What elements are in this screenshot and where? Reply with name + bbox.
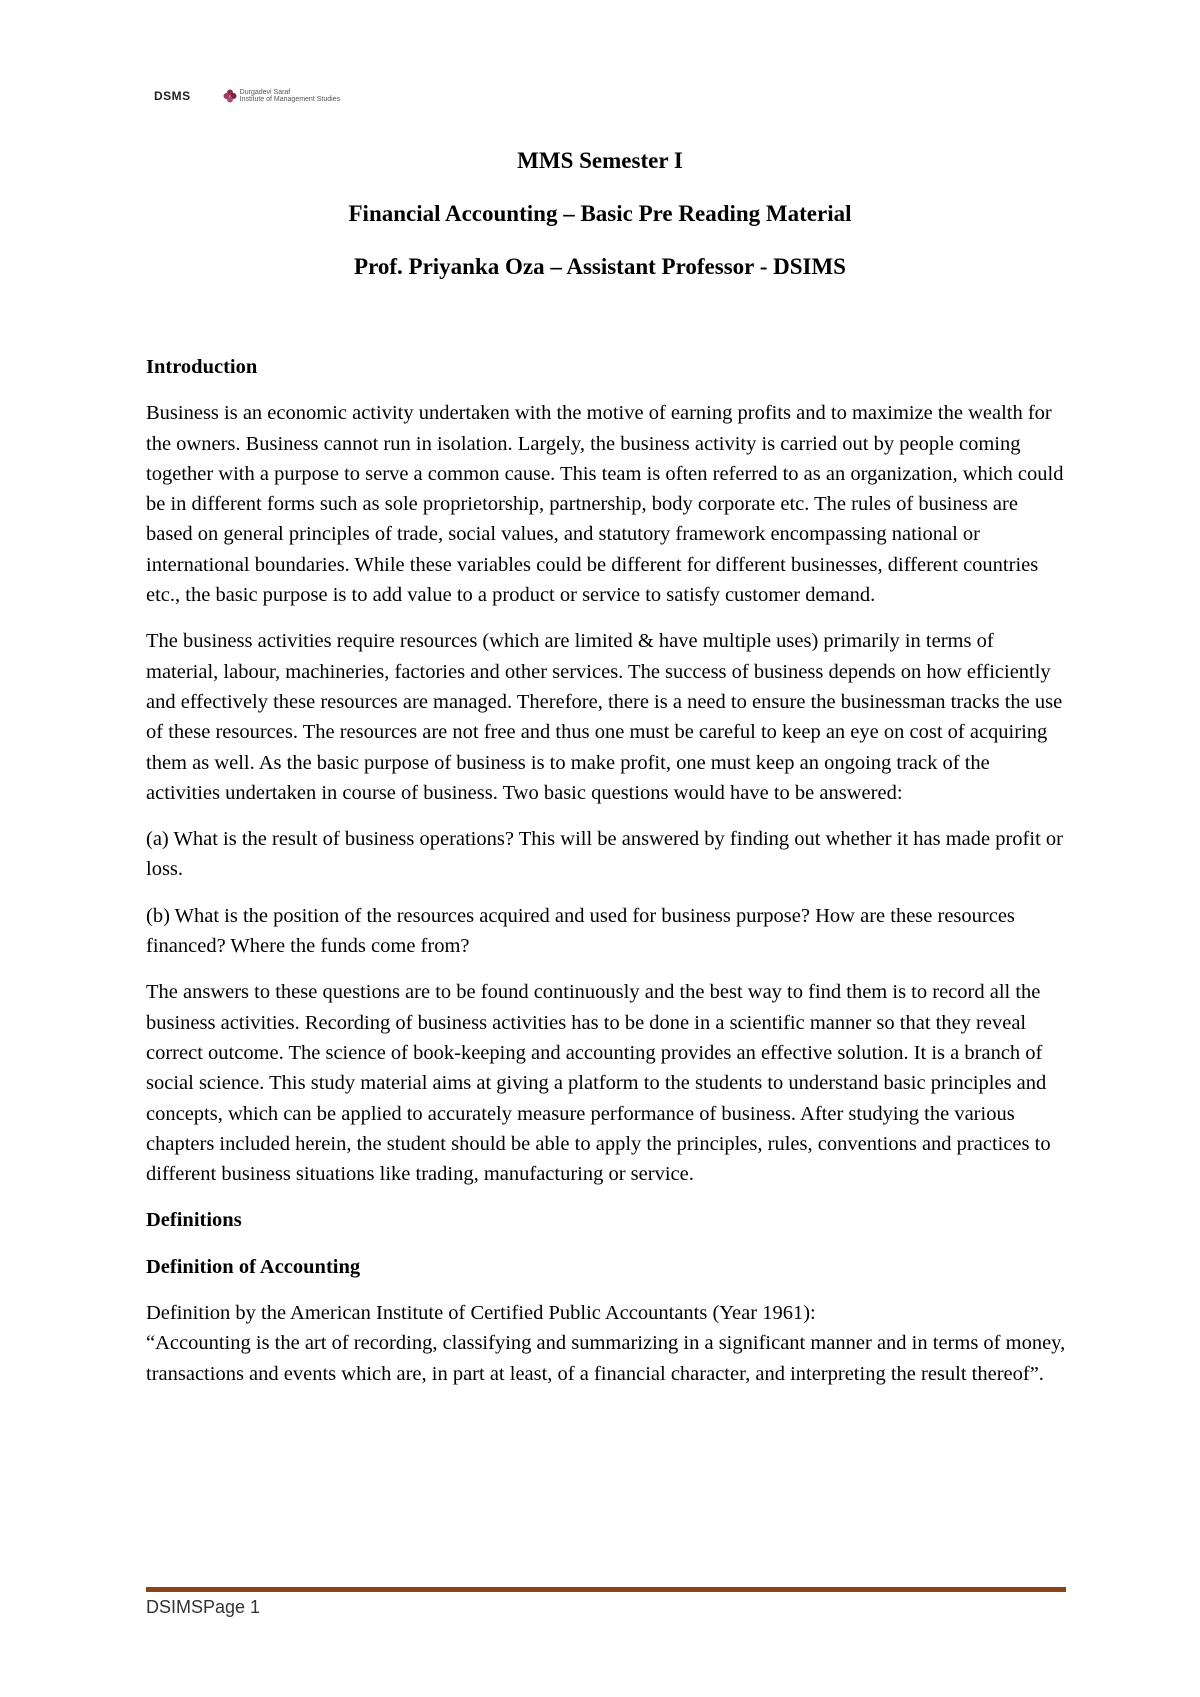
definition-quote: “Accounting is the art of recording, classifying and summarizing in a significant manner and in terms of money, transactions and events which are, in part at least, of a financial character, and interpreting the result thereof”. [146,1332,1066,1385]
institute-logo-line2: Institute of Management Studies [239,96,341,103]
heading-introduction: Introduction [146,356,258,378]
heading-definitions: Definitions [146,1209,242,1232]
title-semester: MMS Semester I [517,148,683,173]
paragraph-intro-1: Business is an economic activity undertaken with the motive of earning profits and to maximize the wealth for the owners. Business cannot run in isolation. Largely, the business activity is carried out by people coming together with a purpose to serve a common cause. This team is often referred to as an organization, which could be in different forms such as sole proprietorship, partnership, body corporate etc. The rules of business are based on general principles of trade, social values, and statutory framework encompassing national or international boundaries. While these variables could be different for different businesses, different countries etc., the basic purpose is to add value to a product or service to satisfy customer demand. [146,402,1064,607]
header-logos [154,84,340,108]
institute-logo [223,89,340,103]
document-body [146,352,1066,1405]
definition-source: Definition by the American Institute of Certified Public Accountants (Year 1961): [146,1302,816,1325]
footer-page-label: DSIMSPage 1 [146,1597,261,1617]
title-author: Prof. Priyanka Oza – Assistant Professor - DSIMS [354,254,846,279]
paragraph-question-b: (b) What is the position of the resources acquired and used for business purpose? How are these resources financed? Where the funds come from? [146,904,1015,958]
paragraph-intro-3: The answers to these questions are to be found continuously and the best way to find them is to record all the business activities. Recording of business activities has to be done in a scientific manner so that they reveal correct outcome. The science of book-keeping and accounting provides an effective solution. It is a branch of social science. This study material aims at giving a platform to the students to understand basic principles and concepts, which can be applied to accurately measure performance of business. After studying the various chapters included herein, the student should be able to apply the principles, rules, conventions and practices to different business situations like trading, manufacturing or service. [146,981,1051,1186]
dsms-logo: DSMS [154,89,191,103]
footer-rule [146,1587,1066,1592]
paragraph-intro-2: The business activities require resources (which are limited & have multiple uses) primarily in terms of material, labour, machineries, factories and other services. The success of business depends on how efficiently and effectively these resources are managed. Therefore, there is a need to ensure the businessman tracks the use of these resources. The resources are not free and thus one must be careful to keep an eye on cost of acquiring them as well. As the basic purpose of business is to make profit, one must keep an ongoing track of the activities undertaken in course of business. Two basic questions would have to be answered: [146,630,1063,804]
heading-definition-accounting: Definition of Accounting [146,1255,361,1278]
paragraph-definition [146,1298,1066,1389]
institute-logo-text [240,89,340,103]
title-course: Financial Accounting – Basic Pre Reading Material [348,201,852,226]
document-titles [0,147,1200,306]
paragraph-question-a: (a) What is the result of business operations? This will be answered by finding out whether it has made profit or loss. [146,828,1063,881]
flower-icon [223,89,237,103]
institute-logo-line1: Durgadevi Saraf [239,89,291,96]
